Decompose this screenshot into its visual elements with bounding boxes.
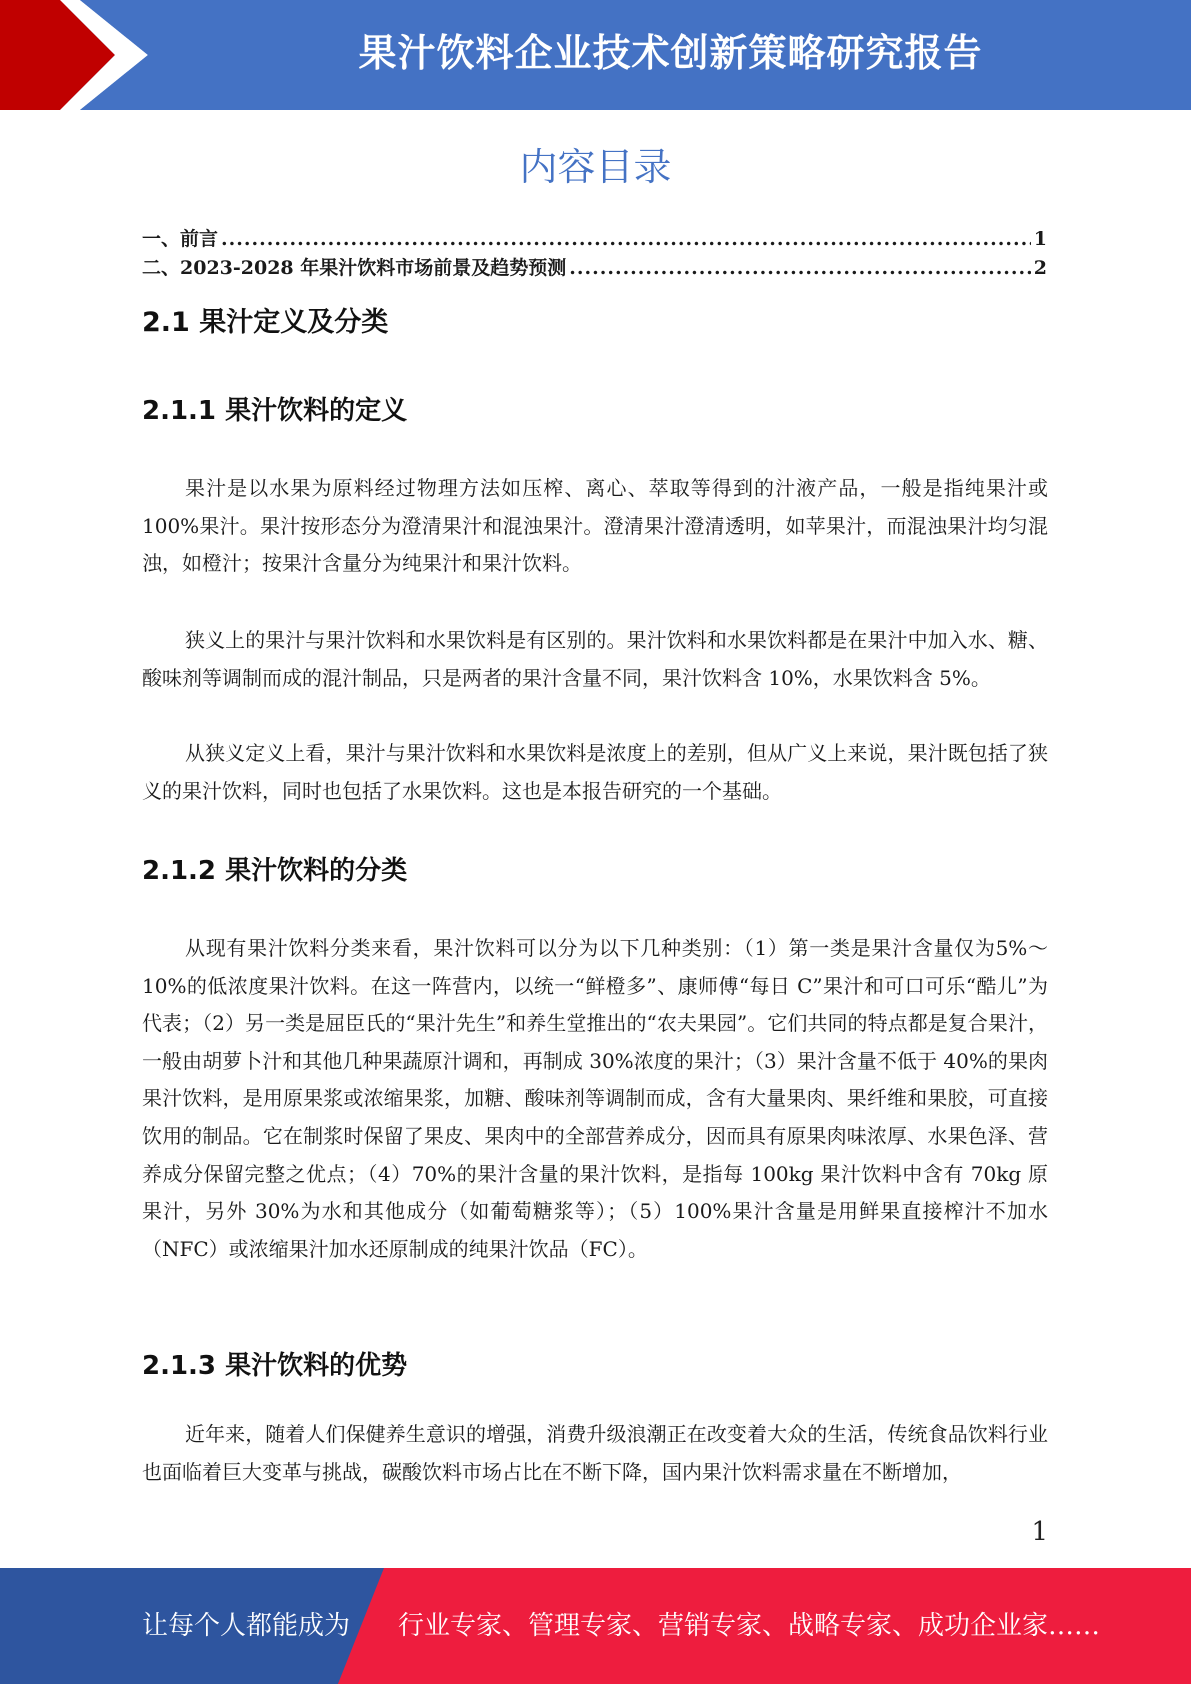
footer-banner	[0, 1568, 1191, 1684]
header-chevron-icon	[0, 0, 160, 110]
paragraph: 从现有果汁饮料分类来看，果汁饮料可以分为以下几种类别：（1）第一类是果汁含量仅为5%～10%的低浓度果汁饮料。在这一阵营内，以统一“鲜橙多”、康师傅“每日 C”果汁和可口可乐“酷儿”为代表；（2）另一类是屈臣氏的“果汁先生”和养生堂推出的“农夫果园”。它们共同的特点都是复合果汁，一般由胡萝卜汁和其他几种果蔬原汁调和，再制成 30%浓度的果汁；（3）果汁含量不低于 40%的果肉果汁饮料，是用原果浆或浓缩果浆，加糖、酸味剂等调制而成，含有大量果肉、果纤维和果胶，可直接饮用的制品。它在制浆时保留了果皮、果肉中的全部营养成分，因而具有原果肉味浓厚、水果色泽、营养成分保留完整之优点；（4）70%的果汁含量的果汁饮料，是指每 100kg 果汁饮料中含有 70kg 原果汁，另外 30%为水和其他成分（如葡萄糖浆等）；（5）100%果汁含量是用鲜果直接榨汁不加水（NFC）或浓缩果汁加水还原制成的纯果汁饮品（FC）。	[142, 936, 1048, 1261]
section-heading-2-1-2: 2.1.2 果汁饮料的分类	[142, 856, 408, 886]
toc-leader-dots	[221, 228, 1031, 250]
page-number: 1	[1031, 1517, 1048, 1547]
header-banner	[0, 0, 1191, 110]
toc-entry[interactable]	[142, 224, 1047, 253]
toc-leader-dots	[569, 257, 1031, 279]
paragraph: 近年来，随着人们保健养生意识的增强，消费升级浪潮正在改变着大众的生活，传统食品饮料行业也面临着巨大变革与挑战，碳酸饮料市场占比在不断下降，国内果汁饮料需求量在不断增加，	[142, 1422, 1048, 1484]
footer-slogan-left: 让每个人都能成为	[142, 1611, 351, 1641]
table-of-contents	[142, 224, 1047, 282]
section-heading-2-1: 2.1 果汁定义及分类	[142, 307, 389, 338]
section-heading-2-1-1: 2.1.1 果汁饮料的定义	[142, 396, 408, 426]
toc-entry[interactable]	[142, 253, 1047, 282]
toc-entry-page: 2	[1033, 257, 1047, 279]
section-heading-2-1-3: 2.1.3 果汁饮料的优势	[142, 1351, 408, 1381]
paragraph: 从狭义定义上看，果汁与果汁饮料和水果饮料是浓度上的差别，但从广义上来说，果汁既包括了狭义的果汁饮料，同时也包括了水果饮料。这也是本报告研究的一个基础。	[142, 741, 1048, 803]
toc-entry-label: 一、前言	[142, 228, 219, 250]
toc-entry-page: 1	[1033, 228, 1047, 250]
toc-entry-label: 二、2023-2028 年果汁饮料市场前景及趋势预测	[142, 257, 567, 279]
report-title: 果汁饮料企业技术创新策略研究报告	[358, 31, 983, 75]
paragraph: 果汁是以水果为原料经过物理方法如压榨、离心、萃取等得到的汁液产品，一般是指纯果汁或100%果汁。果汁按形态分为澄清果汁和混浊果汁。澄清果汁澄清透明，如苹果汁，而混浊果汁均匀混浊，如橙汁；按果汁含量分为纯果汁和果汁饮料。	[142, 476, 1048, 576]
paragraph: 狭义上的果汁与果汁饮料和水果饮料是有区别的。果汁饮料和水果饮料都是在果汁中加入水、糖、酸味剂等调制而成的混汁制品，只是两者的果汁含量不同，果汁饮料含 10%，水果饮料含 5%。	[142, 628, 1048, 690]
toc-title: 内容目录	[519, 145, 672, 189]
footer-slogan-right: 行业专家、管理专家、营销专家、战略专家、成功企业家……	[398, 1611, 1101, 1641]
